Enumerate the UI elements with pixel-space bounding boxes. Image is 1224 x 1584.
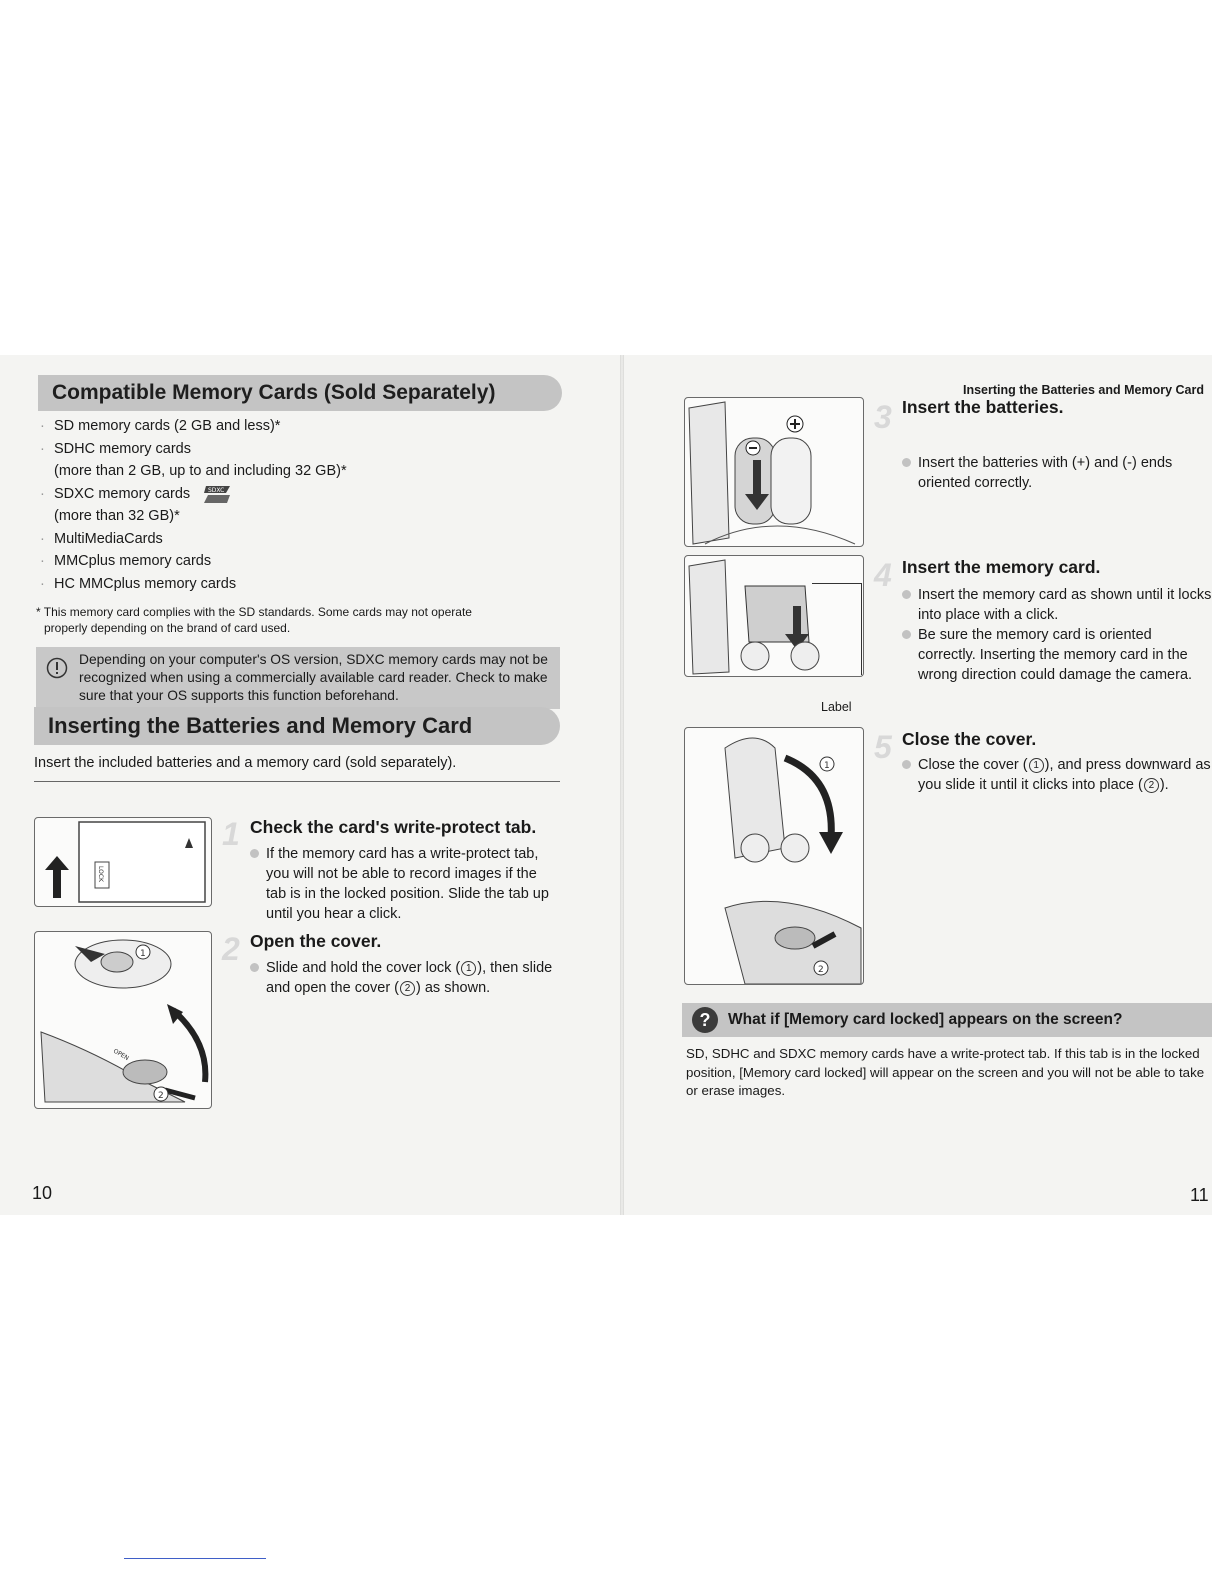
step-number: 4 [874, 557, 892, 593]
circled-number: 2 [1144, 778, 1159, 793]
callout-number: 1 [140, 949, 146, 959]
cover-lock-drawing [35, 932, 211, 1108]
close-cover-illustration [684, 727, 864, 985]
question-icon: ? [692, 1007, 718, 1033]
bottom-rule [124, 1558, 266, 1559]
list-item: · HC MMCplus memory cards [40, 573, 540, 596]
list-item: (more than 32 GB)* [54, 508, 180, 524]
right-page [622, 355, 1212, 1215]
circled-number: 2 [400, 981, 415, 996]
sdxc-logo-text: SDXC [208, 486, 225, 494]
step-number: 1 [222, 816, 240, 852]
step3-body: Insert the batteries with (+) and (-) ends oriented correctly. [902, 453, 1202, 493]
footnote-line: * This memory card complies with the SD standards. Some cards may not operate [36, 605, 472, 619]
faq-banner [682, 1003, 1212, 1037]
batteries-illustration [684, 397, 864, 547]
footnote [36, 604, 546, 636]
list-item: · SD memory cards (2 GB and less)* [40, 415, 540, 438]
step5-body: Close the cover ( 1 ), and press downward as you slide it until it clicks into place ( 2 ). [902, 755, 1212, 795]
close-cover-drawing [685, 728, 863, 984]
caution-icon [46, 657, 68, 679]
open-cover-illustration [34, 931, 212, 1109]
page-number-right: 11 [1190, 1185, 1209, 1205]
list-item: · SDHC memory cards [40, 438, 540, 461]
left-page [0, 355, 622, 1215]
compatible-cards-heading: Compatible Memory Cards (Sold Separately) [38, 375, 562, 411]
caution-box [36, 647, 560, 709]
list-item: · SDXC memory cards SDXC [40, 483, 540, 506]
card-insert-drawing [685, 556, 863, 676]
label-leader [861, 583, 862, 675]
write-protect-illustration [34, 817, 212, 907]
step1-body: If the memory card has a write-protect tab, you will not be able to record images if the tab is in the locked position. Slide the tab up until you hear a click. [250, 844, 560, 924]
footnote-line: properly depending on the brand of card used. [44, 621, 291, 635]
circled-number: 1 [461, 961, 476, 976]
inserting-intro: Insert the included batteries and a memory card (sold separately). [34, 755, 457, 771]
step5-title: Close the cover. [902, 729, 1037, 749]
batteries-drawing [685, 398, 863, 546]
callout-number: 2 [158, 1091, 164, 1101]
inserting-heading: Inserting the Batteries and Memory Card [34, 707, 560, 745]
list-item: · MMCplus memory cards [40, 550, 540, 573]
step1-title: Check the card's write-protect tab. [250, 817, 537, 837]
compatible-cards-list [40, 415, 540, 595]
memory-card-illustration [684, 555, 864, 677]
faq-title: What if [Memory card locked] appears on the screen? [728, 1011, 1123, 1028]
sdxc-logo-icon [200, 483, 236, 505]
step-number: 3 [874, 399, 892, 435]
caution-text: Depending on your computer's OS version, SDXC memory cards may not be recognized when using a commercially available card reader. Check to make sure that your OS supports this function beforehand. [79, 652, 548, 703]
lock-text: LOCK [97, 866, 104, 882]
label-callout: Label [821, 700, 852, 714]
running-head: Inserting the Batteries and Memory Card [962, 383, 1204, 397]
step3-title: Insert the batteries. [902, 397, 1064, 417]
sd-card-drawing [35, 818, 211, 906]
divider [34, 781, 560, 782]
step-number: 2 [222, 931, 240, 967]
list-item: · MultiMediaCards [40, 528, 540, 551]
step4-body: Insert the memory card as shown until it locks into place with a click. Be sure the memory card is oriented correctly. Inserting the memory card in the wrong direction could damage the camera. [902, 585, 1212, 685]
faq-body: SD, SDHC and SDXC memory cards have a write-protect tab. If this tab is in the locked position, [Memory card locked] will appear on the screen and you will not be able to take or erase images. [686, 1046, 1205, 1098]
step-number: 5 [874, 729, 892, 765]
callout-number: 1 [824, 761, 830, 771]
label-leader [812, 583, 862, 584]
step4-title: Insert the memory card. [902, 557, 1101, 577]
cover-text: OPEN [112, 1047, 130, 1063]
page-number-left: 10 [32, 1183, 53, 1203]
manual-spread [0, 355, 1212, 1215]
step2-title: Open the cover. [250, 931, 382, 951]
step2-body: Slide and hold the cover lock ( 1 ), then slide and open the cover ( 2 ) as shown. [250, 958, 560, 998]
list-item: (more than 2 GB, up to and including 32 GB)* [54, 463, 347, 479]
callout-number: 2 [818, 965, 824, 975]
circled-number: 1 [1029, 758, 1044, 773]
